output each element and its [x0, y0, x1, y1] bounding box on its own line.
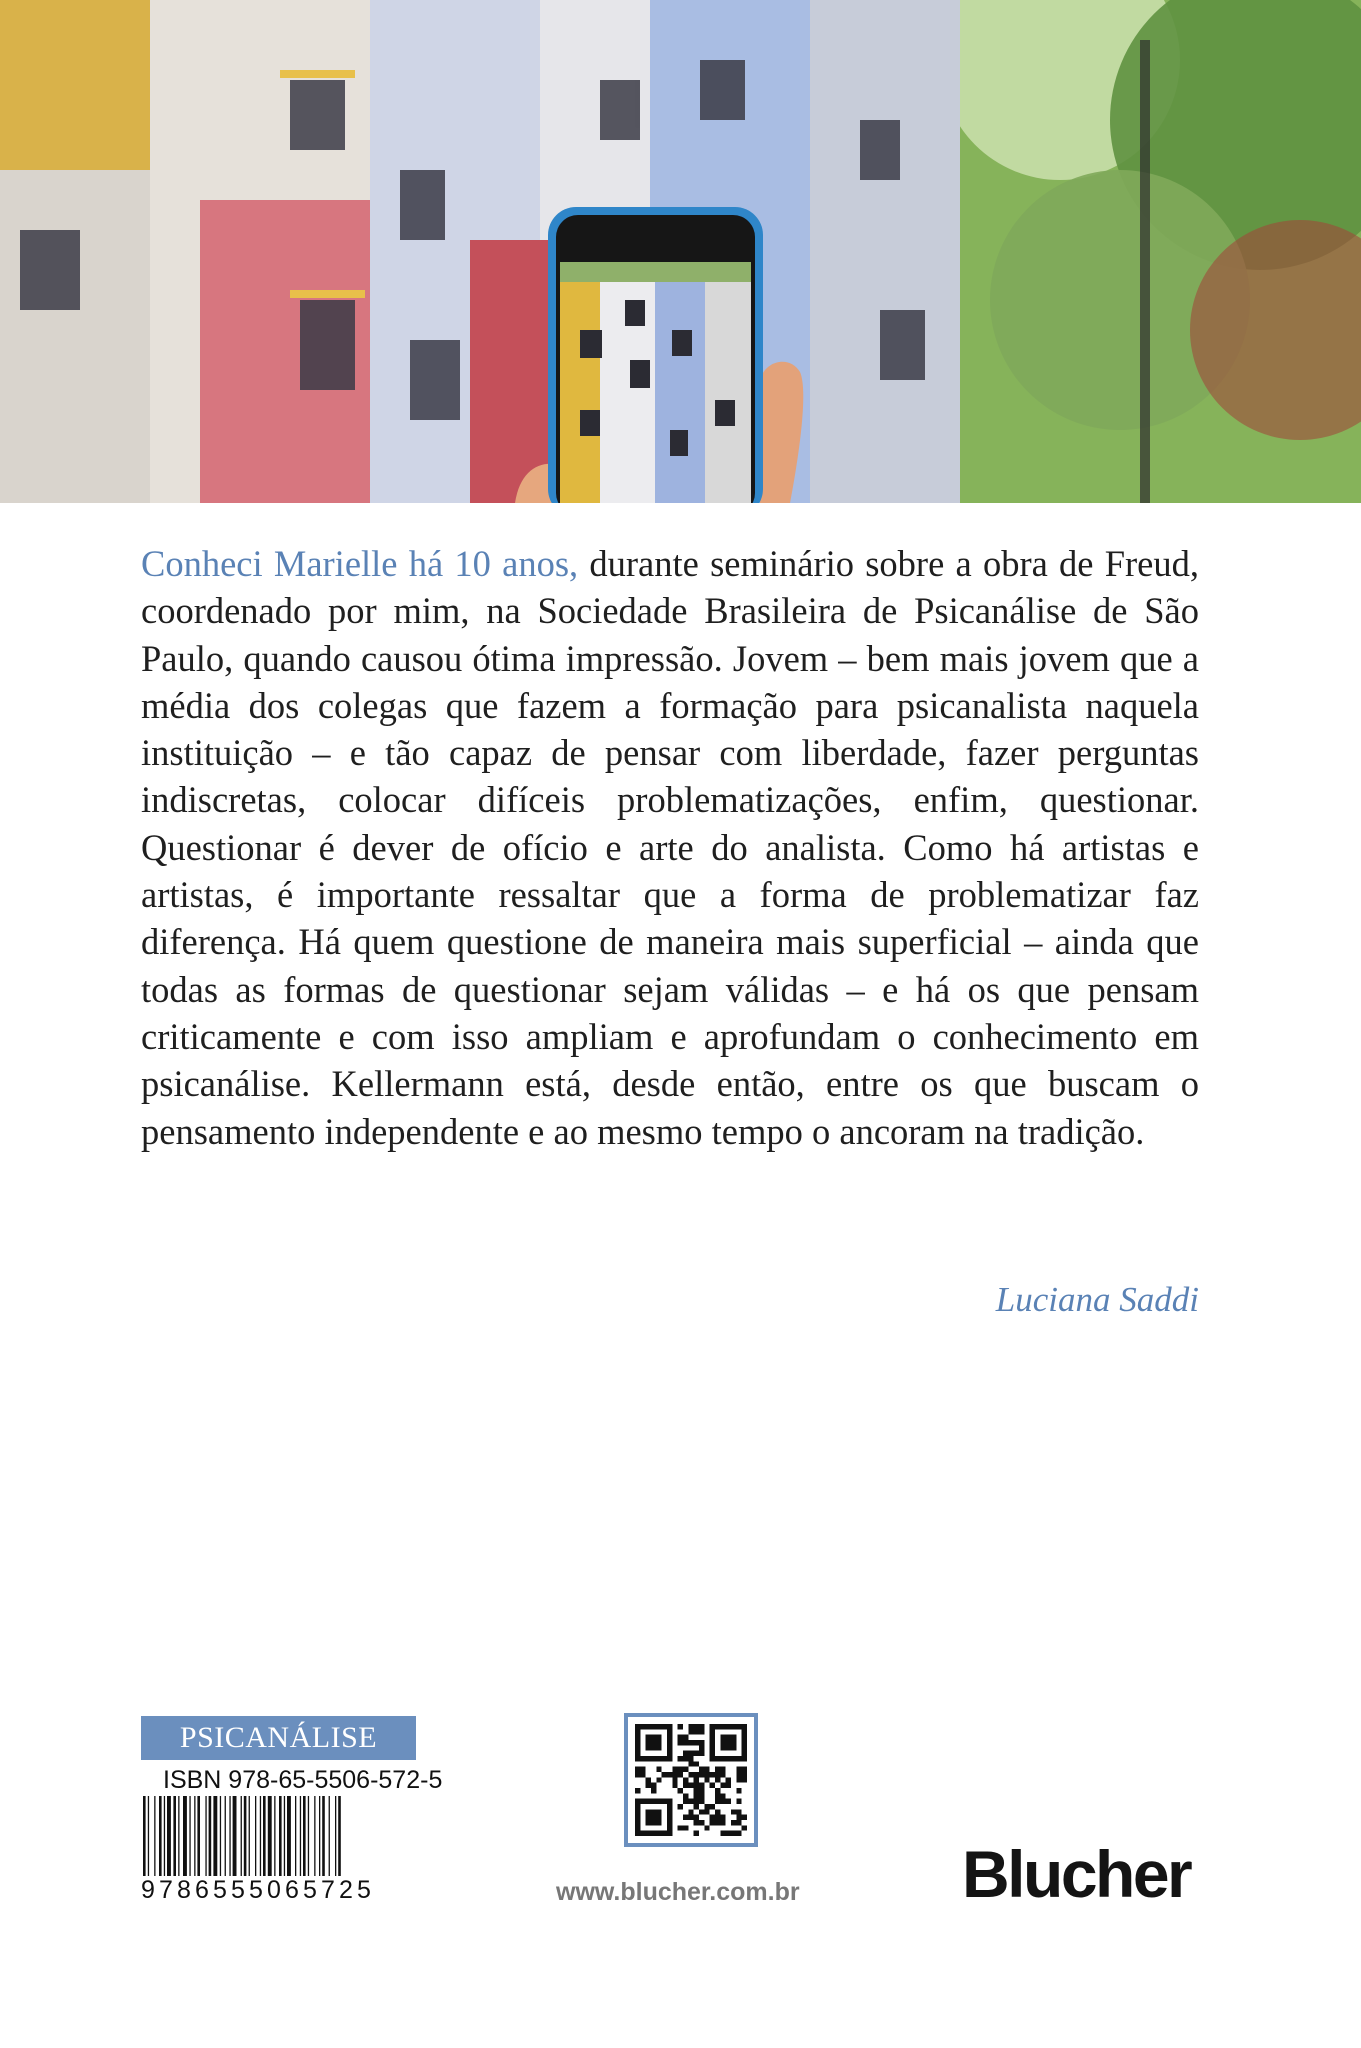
blurb-lead: Conheci Marielle há 10 anos, — [141, 543, 579, 584]
blurb-signature: Luciana Saddi — [995, 1280, 1199, 1319]
qr-code[interactable] — [624, 1713, 758, 1847]
back-cover-blurb — [141, 540, 1199, 1155]
isbn-digits: 9786555065725 — [141, 1876, 376, 1904]
publisher-logo: Blucher — [962, 1837, 1191, 1911]
blurb-text: durante seminário sobre a obra de Freud, coordenado por mim, na Sociedade Brasileira de Psicanálise de São Paulo, quando causou ótima impressão. Jovem – bem mais jovem que a média dos colegas que fazem a formação para psicanalista naquela instituição – e tão capaz de pensar com liberdade, fazer perguntas indiscretas, colocar difíceis problematizações, enfim, questionar. Questionar é dever de ofício e arte do analista. Como há artistas e artistas, é importante ressaltar que a forma de problematizar faz diferença. Há quem questione de maneira mais superficial – ainda que todas as formas de questionar sejam válidas – e há os que pensam criticamente e com isso ampliam e aprofundam o conhecimento em psicanálise. Kellermann está, desde então, entre os que buscam o pensamento independente e ao mesmo tempo o ancoram na tradição. — [141, 543, 1199, 1152]
isbn-label: ISBN 978-65-5506-572-5 — [163, 1766, 443, 1794]
qr-code-icon — [635, 1724, 747, 1836]
isbn-barcode — [141, 1796, 411, 1876]
building-phone-illustration — [0, 0, 1361, 503]
cover-photo — [0, 0, 1361, 503]
category-tab: PSICANÁLISE — [141, 1716, 416, 1760]
publisher-website-link[interactable]: www.blucher.com.br — [556, 1878, 800, 1906]
